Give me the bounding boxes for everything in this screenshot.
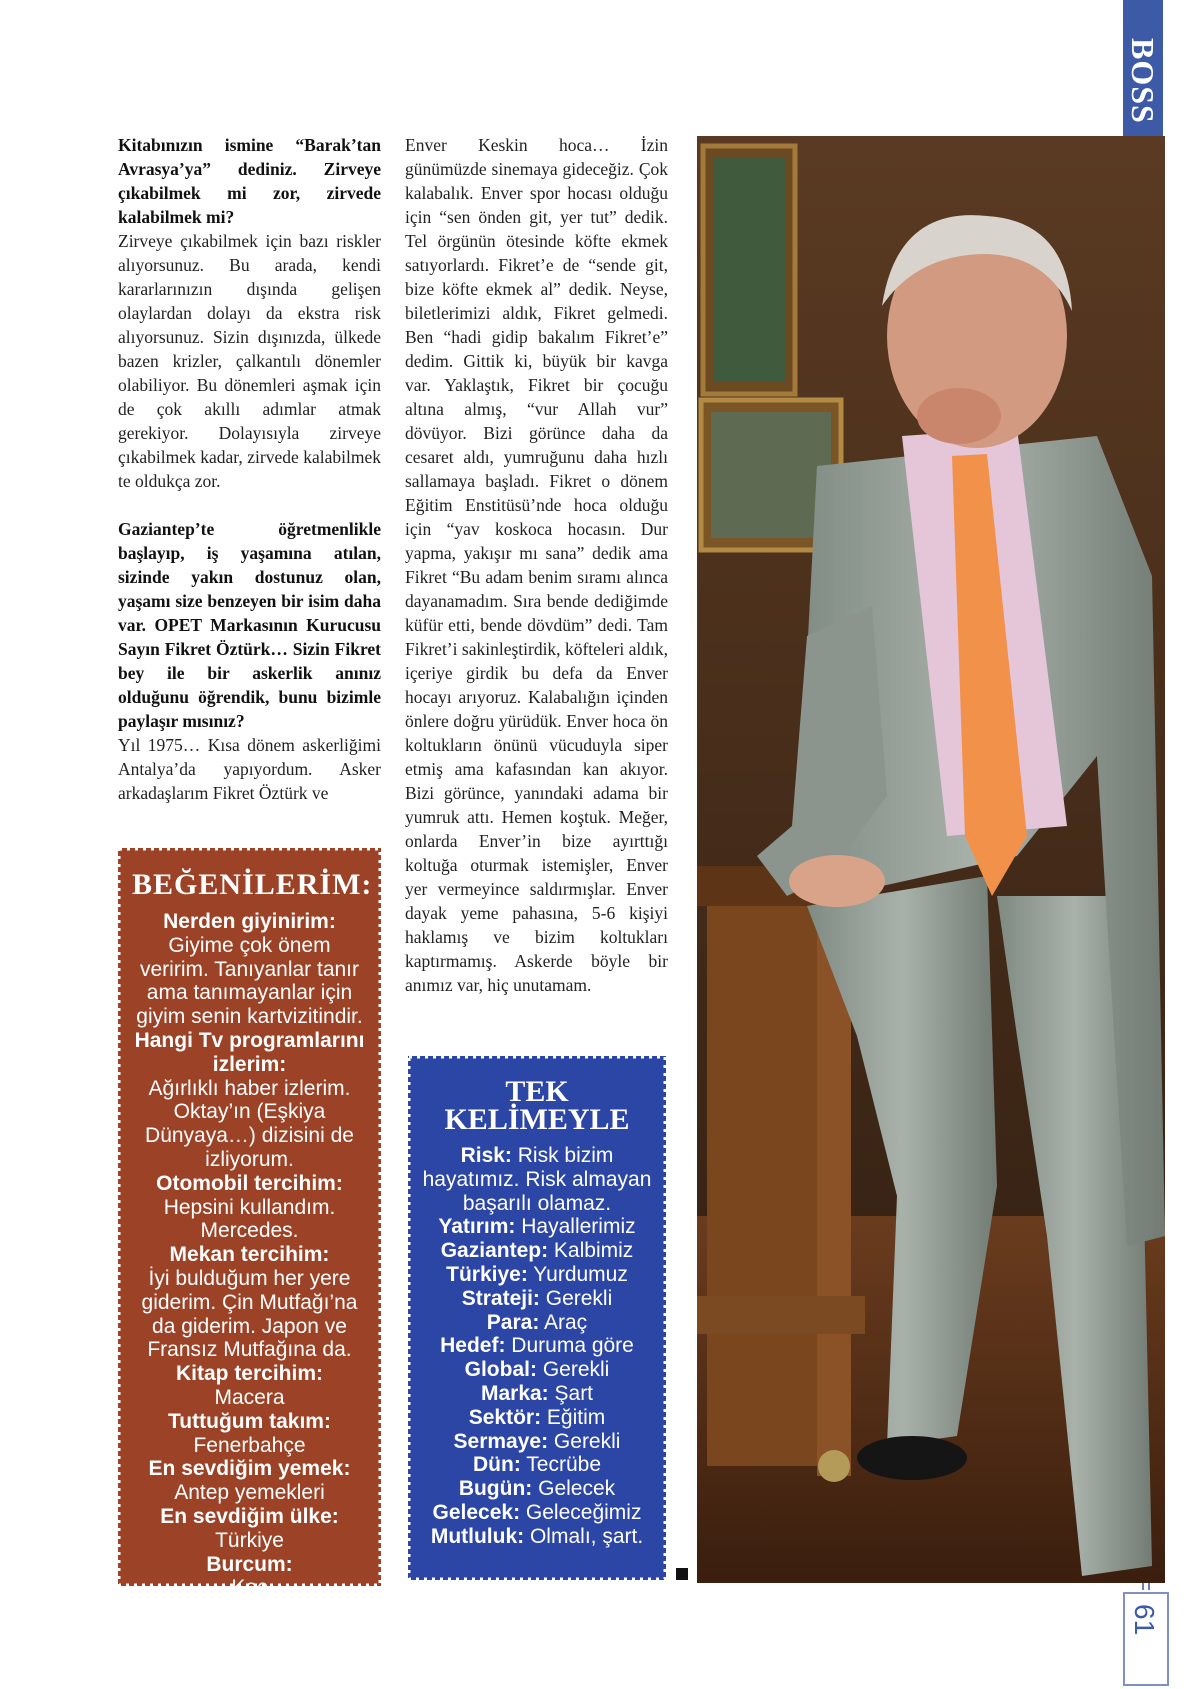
article-column-2 [405,133,668,997]
entry-item [132,1410,367,1458]
entry-item [422,1287,652,1311]
entry-key: Burcum: [206,1552,293,1576]
entry-key: Otomobil tercihim: [156,1171,343,1195]
entry-item [422,1501,652,1525]
entry-item [132,1029,367,1172]
favorites-box [118,848,381,1600]
entry-key: Yatırım: [438,1215,516,1239]
entry-value: Macera [214,1385,285,1409]
entry-key: Hedef: [440,1334,506,1358]
interview-answer: Yıl 1975… Kısa dönem askerliğimi Antalya’da yapıyordum. Asker arkadaşlarım Fikret Öztürk ve [118,735,381,803]
entry-value: Antep yemekleri [174,1481,325,1505]
portrait-illustration [697,136,1165,1583]
entry-item [422,1430,652,1454]
entry-item [422,1144,652,1215]
interview-answer: Zirveye çıkabilmek için bazı riskler alıyorsunuz. Bu arada, kendi kararlarınızın dışında gelişen olaylardan dolayı da ekstra risk alıyorsunuz. Sizin dışınızda, ülkede bazen krizler, çalkantılı dönemler olabiliyor. Bu dönemleri aşmak için de çok akıllı adımlar atmak gerekiyor. Dolayısıyla zirveye çıkabilmek kadar, zirvede kalabilmek te oldukça zor. [118,231,381,491]
entry-value: Duruma göre [505,1334,634,1358]
entry-key: Mutluluk: [430,1524,525,1548]
entry-value: Araç [539,1310,588,1334]
interview-question: Gaziantep’te öğretmenlikle başlayıp, iş yaşamına atılan, sizinde yakın dostunuz olan, yaşamı size benzeyen bir isim daha var. OPET Markasının Kurucusu Sayın Fikret Öztürk… Sizin Fikret bey ile bir askerlik anınız olduğunu öğrendik, bunu bizimle paylaşır mısınız? [118,519,381,731]
article-end-mark [676,1568,688,1580]
favorites-list [132,910,367,1600]
page-number: 61 [1129,1604,1160,1636]
entry-item [132,1243,367,1362]
entry-item [422,1311,652,1335]
entry-value: Hepsini kullandım. Mercedes. [163,1195,336,1243]
entry-item [132,1553,367,1601]
interview-question: Kitabınızın ismine “Barak’tan Avrasya’ya” dediniz. Zirveye çıkabilmek mi zor, zirvede kalabilmek mi? [118,135,381,227]
entry-key: Gelecek: [432,1500,521,1524]
entry-key: Dün: [473,1453,521,1477]
entry-value: Yurdumuz [527,1262,628,1286]
entry-value: Ağırlıklı haber izlerim. Oktay’ın (Eşkiya Dünyaya…) dizisini de izliyorum. [145,1076,354,1171]
entry-item [422,1215,652,1239]
entry-value: Geleceğimiz [520,1500,642,1524]
in-one-word-box [408,1056,666,1580]
entry-value: Türkiye [215,1528,284,1552]
in-one-word-title-line1: TEK [505,1075,569,1108]
entry-item [422,1406,652,1430]
entry-value: Giyime çok önem veririm. Tanıyanlar tanır ama tanımayanlar için giyim senin kartvizitindir. [136,933,363,1029]
entry-item [422,1525,652,1549]
entry-key: Para: [486,1310,540,1334]
entry-item [422,1382,652,1406]
portrait-photo [697,136,1165,1583]
entry-item [132,1457,367,1505]
entry-value: Şart [548,1381,594,1405]
entry-key: En sevdiğim ülke: [160,1504,339,1528]
entry-key: Kitap tercihim: [175,1362,324,1386]
entry-key: Hangi Tv programlarını izlerim: [134,1028,365,1076]
entry-value: Fenerbahçe [193,1433,306,1457]
entry-key: Mekan tercihim: [169,1243,330,1267]
magazine-name: BOSS [1125,38,1161,124]
entry-key: Nerden giyinirim: [163,910,336,933]
entry-key: Tuttuğum takım: [168,1409,331,1433]
entry-value: Gelecek [532,1477,616,1501]
entry-value: Koç [231,1576,268,1600]
entry-value: Gerekli [536,1358,610,1382]
article-column-1 [118,133,381,805]
entry-value: Gerekli [539,1286,613,1310]
entry-key: Global: [464,1358,537,1382]
entry-value: Risk bizim hayatımız. Risk almayan başarılı olamaz. [422,1144,652,1215]
favorites-title: BEĞENİLERİM: [132,868,373,901]
entry-item [132,1172,367,1243]
entry-key: Marka: [480,1381,549,1405]
entry-item [422,1358,652,1382]
entry-value: Eğitim [541,1405,606,1429]
entry-item [422,1263,652,1287]
entry-item [422,1453,652,1477]
entry-value: Kalbimiz [548,1239,634,1263]
entry-item [422,1334,652,1358]
in-one-word-title [422,1056,652,1134]
in-one-word-title-line2: KELİMEYLE [444,1103,630,1136]
entry-item [132,1362,367,1410]
entry-key: Strateji: [461,1286,540,1310]
entry-item [132,1505,367,1553]
entry-key: Gaziantep: [440,1239,549,1263]
entry-value: Gerekli [548,1429,621,1453]
entry-item [422,1239,652,1263]
in-one-word-list [422,1144,652,1549]
entry-key: Sermaye: [453,1429,549,1453]
entry-key: Bugün: [458,1477,533,1501]
entry-key: Türkiye: [446,1262,528,1286]
entry-value: Hayallerimiz [515,1215,636,1239]
entry-key: En sevdiğim yemek: [148,1457,351,1481]
entry-value: Olmalı, şart. [524,1524,644,1548]
entry-value: Tecrübe [520,1453,601,1477]
entry-value: İyi bulduğum her yere giderim. Çin Mutfağı’na da giderim. Japon ve Fransız Mutfağına da. [141,1266,358,1362]
entry-key: Sektör: [468,1405,542,1429]
entry-key: Risk: [460,1144,512,1167]
entry-item [422,1477,652,1501]
interview-answer-continued: Enver Keskin hoca… İzin günümüzde sinemaya gideceğiz. Çok kalabalık. Enver spor hocası olduğu için “sen önden git, yer tut” dedik. Tel örgünün ötesinde köfte ekmek satıyorlardı. Fikret’e de “sende git, bize köfte ekmek al” dedik. Neyse, biletlerimizi aldık, Fikret gelmedi. Ben “hadi gidip bakalım Fikret’e” dedim. Gittik ki, büyük bir kavga var. Yaklaştık, Fikret bir çocuğu altına almış, “vur Allah vur” dövüyor. Bizi görünce daha da cesaret aldı, yumruğunu daha hızlı sallamaya başladı. Fikret o dönem Eğitim Enstitüsü’nde hoca olduğu için “yav koskoca hocasın. Dur yapma, yakışır mı sana” dedik ama Fikret “Bu adam benim sıramı alınca dayanamadım. Sıra bende dediğimde küfür etti, bende dövdüm” dedi. Tam Fikret’i sakinleştirdik, köfteleri aldık, içeriye girdik bu defa da Enver hocayı arıyoruz. Kalabalığın içinden önlere doğru yürüdük. Enver hoca ön koltukların önünü vücuduyla siper etmiş ama kafasından kan akıyor. Bizi görünce, yanındaki adama bir yumruk attı. Hemen koştuk. Meğer, onlarda Enver’in bize ayırttığı koltuğa oturmak istemişler, Enver yer vermeyince saldırmışlar. Enver dayak yeme pahasına, 5-6 kişiyi haklamış ve bizim koltukları kaptırmamış. Askerde böyle bir anımız var, hiç unutamam. [405,135,668,995]
entry-item [132,910,367,1029]
